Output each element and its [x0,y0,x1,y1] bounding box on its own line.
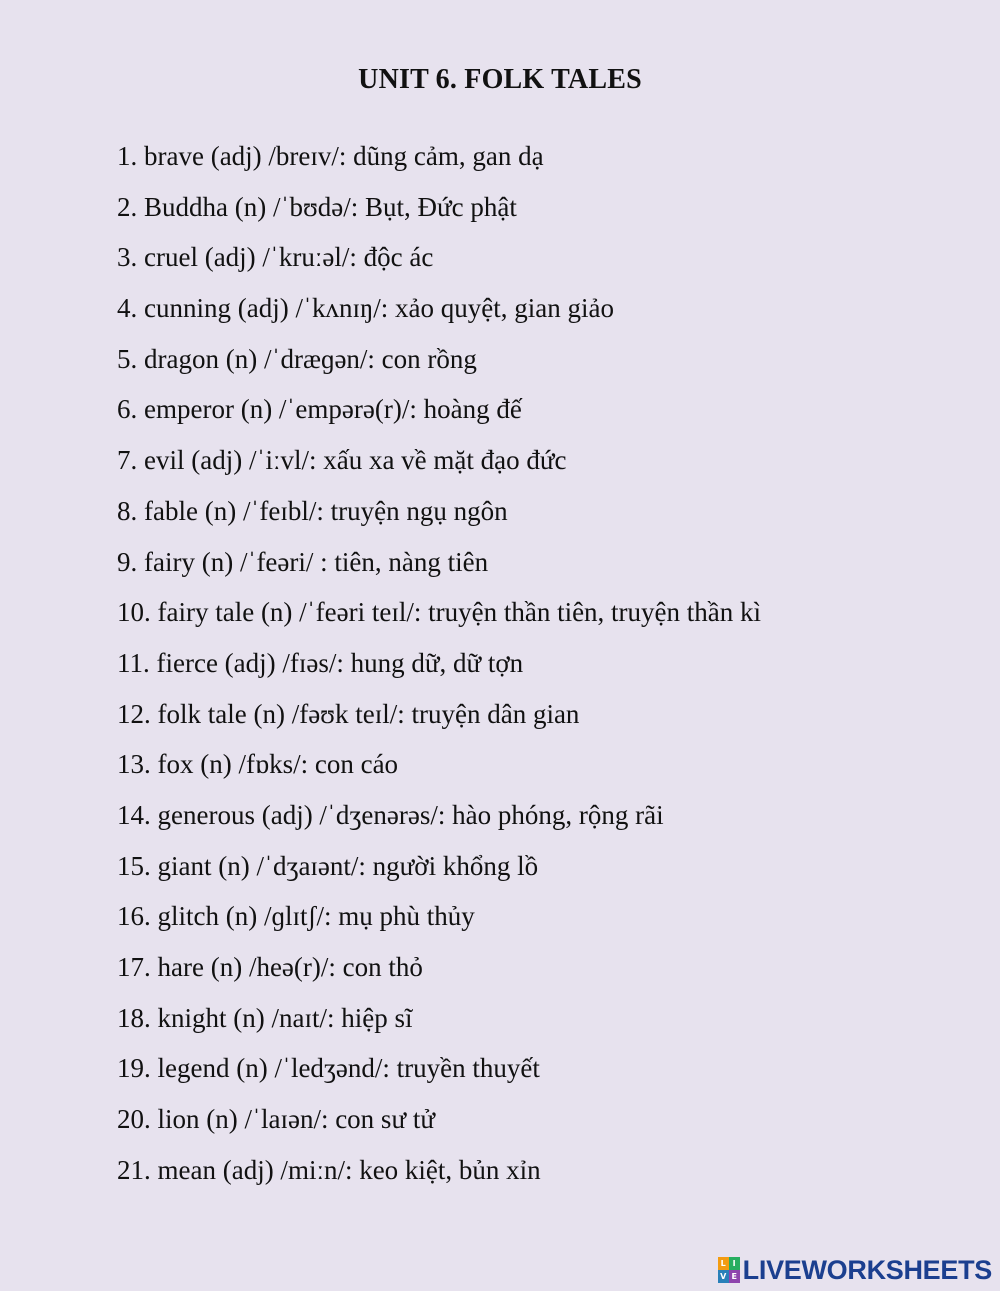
list-item: 3. cruel (adj) /ˈkruːəl/: độc ác [117,242,434,273]
logo-letter: E [729,1270,740,1283]
list-item: 17. hare (n) /heə(r)/: con thỏ [117,952,423,982]
list-item: 4. cunning (adj) /ˈkʌnɪŋ/: xảo quyệt, gian giảo [117,293,614,324]
liveworksheets-brand[interactable] [718,1255,992,1285]
page-title: UNIT 6. FOLK TALES [358,64,642,95]
list-item: 19. legend (n) /ˈledʒənd/: truyền thuyết [117,1053,540,1084]
list-item: 18. knight (n) /naɪt/: hiệp sĩ [117,1002,413,1033]
list-item: 12. folk tale (n) /fəʊk teɪl/: truyện dân gian [117,698,580,729]
brand-name: LIVEWORKSHEETS [742,1254,992,1285]
list-item: 14. generous (adj) /ˈdʒenərəs/: hào phóng, rộng rãi [117,799,664,830]
list-item: 21. mean (adj) /miːn/: keo kiệt, bủn xỉn [117,1154,541,1185]
list-item: 16. glitch (n) /ɡlɪtʃ/: mụ phù thủy [117,901,475,932]
logo-letter: L [718,1257,729,1270]
vocabulary-list [117,134,761,1198]
list-item: 2. Buddha (n) /ˈbʊdə/: Bụt, Đức phật [117,191,517,222]
list-item: 5. dragon (n) /ˈdræɡən/: con rồng [117,343,477,374]
logo-letter: V [718,1270,729,1283]
list-item: 13. fox (n) /fɒks/: con cáo [117,749,399,780]
liveworksheets-logo-icon [718,1257,740,1283]
list-item: 1. brave (adj) /breɪv/: dũng cảm, gan dạ [117,141,544,171]
logo-letter: I [729,1257,740,1270]
list-item: 10. fairy tale (n) /ˈfeəri teɪl/: truyện thần tiên, truyện thần kì [117,597,762,628]
list-item: 20. lion (n) /ˈlaɪən/: con sư tử [117,1104,435,1135]
list-item: 8. fable (n) /ˈfeɪbl/: truyện ngụ ngôn [117,495,508,526]
list-item: 9. fairy (n) /ˈfeəri/ : tiên, nàng tiên [117,546,489,577]
list-item: 11. fierce (adj) /fɪəs/: hung dữ, dữ tợn [117,647,524,678]
list-item: 15. giant (n) /ˈdʒaɪənt/: người khổng lồ [117,850,539,881]
list-item: 7. evil (adj) /ˈiːvl/: xấu xa về mặt đạo đức [117,445,567,476]
list-item: 6. emperor (n) /ˈempərə(r)/: hoàng đế [117,394,522,425]
